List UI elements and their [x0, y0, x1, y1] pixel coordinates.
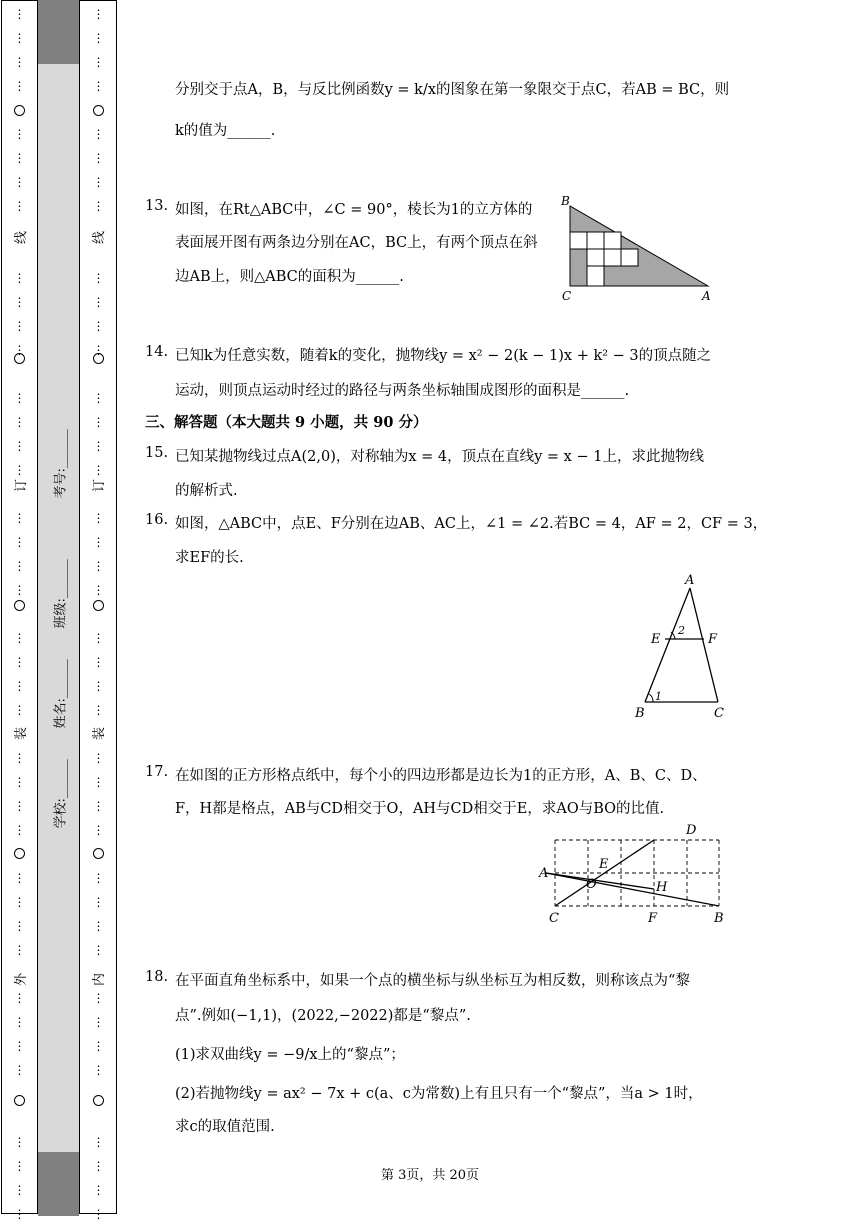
- binding-dots: ⋮: [13, 1183, 26, 1197]
- class-field[interactable]: 班级:: [53, 598, 69, 629]
- binding-dots: ⋮: [92, 751, 105, 765]
- binding-dots: ⋮: [92, 1039, 105, 1053]
- strip-bottom-block: [38, 1152, 79, 1216]
- binding-dots: ⋮: [92, 1159, 105, 1173]
- binding-dots: ⋮: [92, 439, 105, 453]
- binding-dots: ⋮: [92, 1063, 105, 1077]
- school-field[interactable]: 学校:: [53, 798, 69, 829]
- binding-dots: ⋮: [92, 319, 105, 333]
- binding-dots: ⋮: [13, 583, 26, 597]
- binding-dots: ⋮: [92, 1135, 105, 1149]
- binding-dots: ⋮: [92, 679, 105, 693]
- binding-dots: ⋮: [13, 703, 26, 717]
- binding-dots: ⋮: [13, 175, 26, 189]
- binding-dots: ⋮: [13, 655, 26, 669]
- binding-dots: ⋮: [92, 7, 105, 21]
- binding-circle-icon: [93, 600, 104, 611]
- binding-circle-icon: [14, 848, 25, 859]
- binding-dots: ⋮: [13, 199, 26, 213]
- binding-dots: ⋮: [13, 1207, 26, 1221]
- binding-dots: ⋮: [13, 415, 26, 429]
- q13-figure: [558, 192, 718, 304]
- q17-line1: 在如图的正方形格点纸中，每个小的四边形都是边长为1的正方形，A、B、C、D、: [175, 768, 707, 784]
- binding-dots: ⋮: [13, 631, 26, 645]
- binding-circle-icon: [93, 353, 104, 364]
- binding-dots: ⋮: [92, 655, 105, 669]
- binding-dots: ⋮: [92, 991, 105, 1005]
- binding-dots: ⋮: [92, 151, 105, 165]
- q17-label-d: D: [686, 823, 697, 838]
- q13-line3: 边AB上，则△ABC的面积为______.: [175, 269, 404, 285]
- binding-dots: ⋮: [92, 919, 105, 933]
- binding-dots: ⋮: [92, 415, 105, 429]
- binding-dots: ⋮: [92, 799, 105, 813]
- binding-dots: ⋮: [92, 871, 105, 885]
- binding-dots: ⋮: [92, 343, 105, 357]
- q13-number: 13.: [145, 198, 169, 214]
- q18-part2-cont: 求c的取值范围.: [175, 1119, 275, 1135]
- q16-label-b: B: [635, 706, 645, 721]
- binding-circle-icon: [14, 105, 25, 116]
- binding-dots: ⋮: [13, 391, 26, 405]
- binding-dots: ⋮: [92, 1183, 105, 1197]
- binding-dots: ⋮: [13, 55, 26, 69]
- binding-dots: ⋮: [13, 343, 26, 357]
- q12-line2: k的值为______.: [175, 123, 276, 139]
- binding-dots: ⋮: [13, 895, 26, 909]
- binding-dots: ⋮: [13, 1135, 26, 1149]
- binding-dots: ⋮: [92, 1207, 105, 1221]
- binding-dots: ⋮: [13, 151, 26, 165]
- q18-line1: 在平面直角坐标系中，如果一个点的横坐标与纵坐标互为相反数，则称该点为“黎: [175, 973, 690, 989]
- binding-dots: ⋮: [92, 79, 105, 93]
- q12-line1: 分别交于点A，B，与反比例函数y = k/x的图象在第一象限交于点C，若AB = BC，则: [175, 82, 730, 98]
- exam-no-field[interactable]: 考号:: [53, 468, 69, 499]
- binding-dots: ⋮: [92, 775, 105, 789]
- binding-dots: ⋮: [13, 775, 26, 789]
- binding-margin: [0, 0, 118, 1221]
- binding-dots: ⋮: [92, 559, 105, 573]
- binding-dots: ⋮: [13, 919, 26, 933]
- outer-label-zhuang: 装: [14, 726, 30, 741]
- binding-dots: ⋮: [92, 631, 105, 645]
- q16-line1: 如图，△ABC中，点E、F分别在边AB、AC上，∠1 = ∠2.若BC = 4，AF = 2，CF = 3，: [175, 516, 768, 532]
- binding-dots: ⋮: [92, 127, 105, 141]
- binding-dots: ⋮: [13, 535, 26, 549]
- binding-dots: ⋮: [13, 319, 26, 333]
- binding-dots: ⋮: [13, 295, 26, 309]
- binding-dots: ⋮: [92, 31, 105, 45]
- binding-dots: ⋮: [13, 991, 26, 1005]
- q13-line2: 表面展开图有两条边分别在AC，BC上，有两个顶点在斜: [175, 235, 538, 251]
- binding-dots: ⋮: [13, 511, 26, 525]
- q17-label-f: F: [648, 911, 658, 926]
- q16-angle-1: 1: [655, 690, 662, 703]
- q17-label-o: O: [586, 877, 597, 892]
- q17-label-e: E: [599, 857, 609, 872]
- q15-line2: 的解析式.: [175, 483, 238, 499]
- q17-grid: [555, 840, 719, 906]
- q17-label-b: B: [714, 911, 724, 926]
- binding-dots: ⋮: [92, 895, 105, 909]
- binding-circle-icon: [14, 600, 25, 611]
- q18-number: 18.: [145, 969, 169, 985]
- binding-dots: ⋮: [13, 271, 26, 285]
- q18-part1: (1)求双曲线y = −9/x上的“黎点”；: [175, 1047, 405, 1063]
- q16-figure: [615, 570, 725, 722]
- inner-label-zhuang: 装: [92, 726, 108, 741]
- q16-angle-2: 2: [678, 624, 685, 637]
- binding-circle-icon: [93, 1095, 104, 1106]
- binding-dots: ⋮: [92, 175, 105, 189]
- q18-line2: 点”.例如(−1,1)，(2022,−2022)都是“黎点”.: [175, 1008, 471, 1024]
- binding-dots: ⋮: [13, 127, 26, 141]
- q13-label-c: C: [562, 289, 572, 303]
- binding-dots: ⋮: [92, 943, 105, 957]
- binding-dots: ⋮: [13, 679, 26, 693]
- name-field[interactable]: 姓名:: [53, 698, 69, 729]
- q14-line2: 运动，则顶点运动时经过的路径与两条坐标轴围成图形的面积是______.: [175, 383, 630, 399]
- binding-circle-icon: [14, 1095, 25, 1106]
- q17-figure: [538, 822, 728, 926]
- q17-label-c: C: [549, 911, 559, 926]
- q17-number: 17.: [145, 764, 169, 780]
- section-3-title: 三、解答题（本大题共 9 小题，共 90 分）: [145, 414, 428, 431]
- outer-label-ding: 订: [14, 478, 30, 493]
- q16-number: 16.: [145, 512, 169, 528]
- q13-line1: 如图，在Rt△ABC中，∠C = 90°，棱长为1的立方体的: [175, 202, 533, 218]
- outer-label-xian: 线: [14, 230, 30, 245]
- q14-number: 14.: [145, 344, 169, 360]
- inner-label-xian: 线: [92, 230, 108, 245]
- q17-label-h: H: [656, 880, 668, 895]
- q15-number: 15.: [145, 445, 169, 461]
- binding-dots: ⋮: [92, 295, 105, 309]
- q13-label-b: B: [561, 194, 570, 208]
- q13-label-a: A: [702, 289, 711, 303]
- binding-dots: ⋮: [13, 31, 26, 45]
- binding-dots: ⋮: [92, 463, 105, 477]
- q18-part2: (2)若抛物线y = ax² − 7x + c(a、c为常数)上有且只有一个“黎点”，当a > 1时，: [175, 1086, 703, 1102]
- q14-line1: 已知k为任意实数，随着k的变化，抛物线y = x² − 2(k − 1)x + k² − 3的顶点随之: [175, 348, 712, 364]
- q16-line2: 求EF的长.: [175, 550, 244, 566]
- binding-dots: ⋮: [13, 1039, 26, 1053]
- q16-label-c: C: [714, 706, 724, 721]
- binding-circle-icon: [93, 105, 104, 116]
- binding-circle-icon: [93, 848, 104, 859]
- binding-dots: ⋮: [92, 55, 105, 69]
- q17-label-a: A: [539, 866, 549, 881]
- binding-dots: ⋮: [92, 511, 105, 525]
- binding-dots: ⋮: [13, 751, 26, 765]
- binding-dots: ⋮: [13, 439, 26, 453]
- binding-dots: ⋮: [13, 823, 26, 837]
- binding-dots: ⋮: [13, 7, 26, 21]
- binding-dots: ⋮: [13, 559, 26, 573]
- binding-dots: ⋮: [13, 871, 26, 885]
- q17-line2: F，H都是格点，AB与CD相交于O，AH与CD相交于E，求AO与BO的比值.: [175, 801, 665, 817]
- page-footer: 第 3页，共 20页: [380, 1168, 480, 1183]
- binding-dots: ⋮: [13, 943, 26, 957]
- q16-label-e: E: [651, 632, 661, 647]
- binding-dots: ⋮: [92, 703, 105, 717]
- binding-dots: ⋮: [92, 823, 105, 837]
- inner-label-ding: 订: [92, 478, 108, 493]
- binding-circle-icon: [14, 353, 25, 364]
- binding-dots: ⋮: [13, 1063, 26, 1077]
- binding-dots: ⋮: [92, 391, 105, 405]
- binding-dots: ⋮: [13, 79, 26, 93]
- binding-dots: ⋮: [92, 535, 105, 549]
- binding-dots: ⋮: [92, 583, 105, 597]
- strip-top-block: [38, 0, 79, 64]
- binding-dots: ⋮: [13, 799, 26, 813]
- binding-dots: ⋮: [92, 1015, 105, 1029]
- q16-label-f: F: [708, 632, 718, 647]
- binding-dots: ⋮: [13, 1015, 26, 1029]
- binding-dots: ⋮: [13, 1159, 26, 1173]
- binding-dots: ⋮: [13, 463, 26, 477]
- binding-dots: ⋮: [92, 199, 105, 213]
- inner-label-nei: 内: [92, 972, 108, 987]
- q15-line1: 已知某抛物线过点A(2,0)，对称轴为x = 4，顶点在直线y = x − 1上，求此抛物线: [175, 449, 704, 465]
- q16-label-a: A: [685, 573, 695, 588]
- outer-label-wai: 外: [14, 972, 30, 987]
- binding-dots: ⋮: [92, 271, 105, 285]
